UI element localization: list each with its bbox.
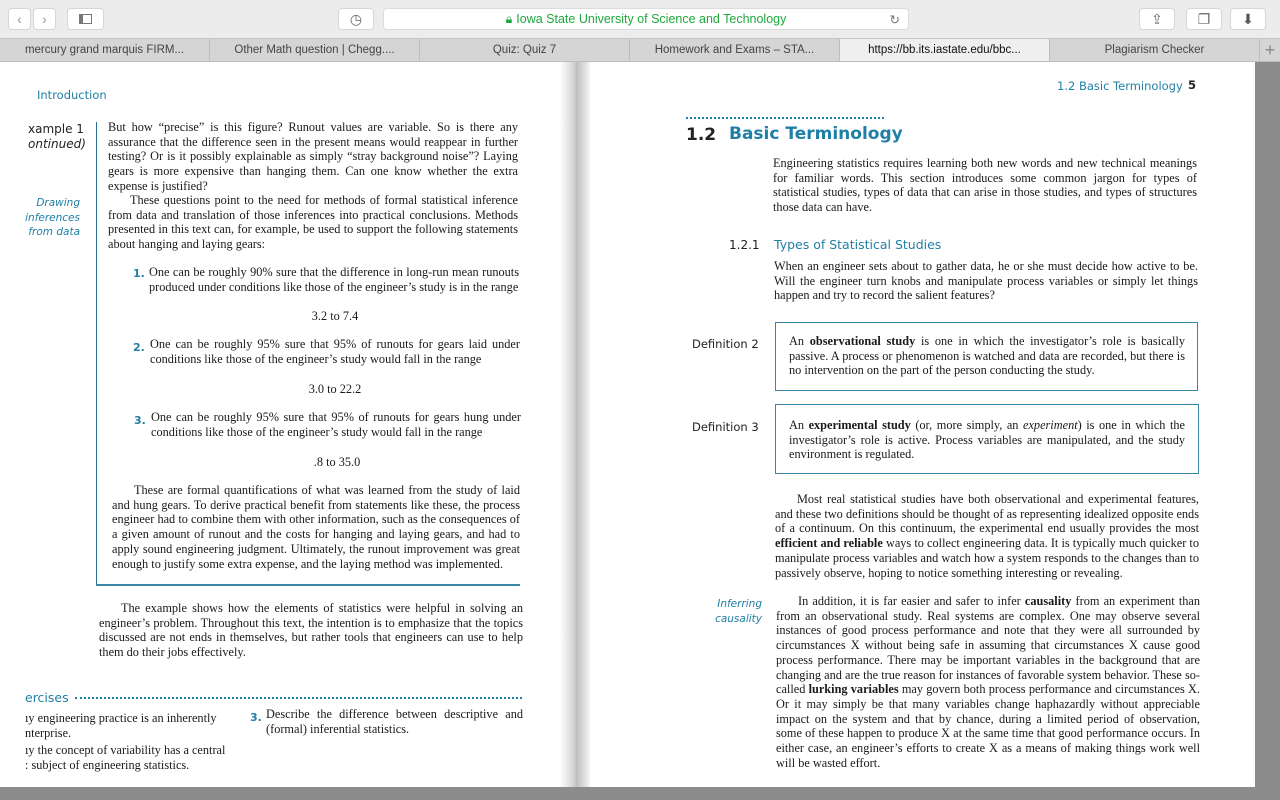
tab-active[interactable]: https://bb.its.iastate.edu/bbc... xyxy=(840,39,1050,61)
range: 3.2 to 7.4 xyxy=(311,309,359,323)
downloads-button[interactable] xyxy=(1230,8,1266,30)
range: 3.0 to 22.2 xyxy=(308,382,362,396)
lock-icon: 🔒︎ xyxy=(505,11,513,26)
sidebar-icon xyxy=(79,14,92,24)
tab[interactable]: Homework and Exams – STA... xyxy=(630,39,840,61)
dotted-rule xyxy=(686,117,884,119)
paragraph: Engineering statistics requires learning both new words and new technical meanings for familiar words. This section introduces some common jargon for types of statistical studies, types of data that can arise in those studies, and types of structures those data can have. xyxy=(773,156,1197,215)
section-title: Basic Terminology xyxy=(729,124,903,144)
download-icon: ⬇ xyxy=(1242,10,1254,27)
definition-text: An observational study is one in which the investigator’s role is basically passive. A process or phenomenon is watched and data are recorded, but there is no intervention on the part of the person conducting the study. xyxy=(789,334,1185,378)
tab[interactable]: Quiz: Quiz 7 xyxy=(420,39,630,61)
tabs-icon: ❐ xyxy=(1197,10,1211,27)
margin-note: Inferring causality xyxy=(715,598,762,625)
list-item: One can be roughly 90% sure that the difference in long-run mean runouts produced under conditions like those of the engineer’s study is in the range xyxy=(149,265,519,294)
dotted-rule xyxy=(75,697,522,699)
history-button[interactable] xyxy=(338,8,374,30)
definition-text: An experimental study (or, more simply, an experiment) is one in which the investigator’s role is active. Process variables are manipulated, and the study environment is regulated. xyxy=(789,418,1185,462)
clock-icon: ◷ xyxy=(349,10,363,27)
item-number: 2. xyxy=(133,341,145,354)
forward-button[interactable] xyxy=(33,8,56,30)
back-button[interactable] xyxy=(8,8,31,30)
new-tab-button[interactable]: + xyxy=(1264,39,1276,60)
chevron-right-icon: › xyxy=(42,11,47,27)
book-spine xyxy=(560,62,590,787)
chevron-left-icon: ‹ xyxy=(17,11,22,27)
tabs-overview-button[interactable] xyxy=(1186,8,1222,30)
subsection-title: Types of Statistical Studies xyxy=(774,237,942,252)
section-number: 1.2 xyxy=(686,125,717,145)
exercises-heading: ercises xyxy=(25,690,69,705)
exercise-line: nterprise. xyxy=(25,726,72,740)
tab[interactable]: mercury grand marquis FIRM... xyxy=(0,39,210,61)
definition-label: Definition 2 xyxy=(692,337,759,351)
paragraph: When an engineer sets about to gather data, he or she must decide how active to be. Will the engineer turn knobs and manipulate process variables or simply let things happen and try to record the salient features? xyxy=(774,259,1198,303)
subsection-number: 1.2.1 xyxy=(729,238,760,252)
share-icon: ⇪ xyxy=(1151,10,1163,27)
exercise-line: ıy engineering practice is an inherently xyxy=(25,711,217,725)
tab[interactable]: Other Math question | Chegg.... xyxy=(210,39,420,61)
paragraph: In addition, it is far easier and safer to infer causality from an experiment than from an observational study. Real systems are complex. One may observe several instances of good process performance and note that they were all surrounded by circumstances X without being safe in assuming that circumstances X cause good process performance. There may be important variables in the background that are changing and are the true reason for instances of favorable system behavior. These so-called lurking variables may govern both process performance and circumstances X. Or it may simply be that many variables change haphazardly without appreciable impact on the system and that by chance, during a limited period of observation, some of these happen to produce X at the same time that good performance occurs. In either case, an engineer’s efforts to create X as a means of making things work well will be wasted effort. xyxy=(776,594,1200,770)
example-continued: ontinued) xyxy=(28,137,86,151)
example-end-rule xyxy=(96,584,520,586)
definition-label: Definition 3 xyxy=(692,420,759,434)
running-head: 1.2 Basic Terminology xyxy=(1057,79,1183,93)
example-rule xyxy=(96,122,97,585)
range: .8 to 35.0 xyxy=(313,455,361,469)
item-number: 1. xyxy=(133,267,145,280)
tab[interactable]: Plagiarism Checker xyxy=(1050,39,1260,61)
paragraph: But how “precise” is this figure? Runout values are variable. So is there any assurance that the difference seen in the present means would reappear in further testing? Or is it possibly explainable as simply “stray background noise”? Laying gears is more expensive than hanging them. Can one know whether the extra expense is justified? xyxy=(108,120,518,193)
paragraph: These questions point to the need for methods of formal statistical inference from data and translation of those inferences into practical conclusions. Methods presented in this text can, for example, be used to support the following statements about hanging and laying gears: xyxy=(108,193,518,252)
address-bar[interactable]: 🔒︎ Iowa State University of Science and Technology ↻ xyxy=(383,8,909,30)
margin-note: Drawing inferences from data xyxy=(25,197,80,239)
exercise-line: ıy the concept of variability has a central xyxy=(25,743,226,757)
sidebar-button[interactable] xyxy=(67,8,104,30)
list-item: One can be roughly 95% sure that 95% of runouts for gears laid under conditions like those of the engineer’s study would fall in the range xyxy=(150,337,520,366)
exercise-3: Describe the difference between descriptive and (formal) inferential statistics. xyxy=(266,707,523,736)
example-label: xample 1 xyxy=(28,122,84,136)
page-number: 5 xyxy=(1188,78,1197,92)
exercise-number: 3. xyxy=(250,711,262,724)
tab-bar xyxy=(0,38,1280,62)
running-head: Introduction xyxy=(37,88,107,102)
paragraph: These are formal quantifications of what was learned from the study of laid and hung gears. To derive practical benefit from statements like these, the process engineer had to combine them with other information, such as the consequences of a given amount of runout and the costs for hanging and laying gears, and had to apply sound engineering judgment. Ultimately, the runout improvement was great enough to justify some extra expense, and the laying method was implemented. xyxy=(112,483,520,571)
reload-icon[interactable]: ↻ xyxy=(889,12,900,27)
item-number: 3. xyxy=(134,414,146,427)
list-item: One can be roughly 95% sure that 95% of runouts for gears hung under conditions like those of the engineer’s study would fall in the range xyxy=(151,410,521,439)
exercise-line: : subject of engineering statistics. xyxy=(25,758,190,772)
paragraph: Most real statistical studies have both observational and experimental features, and these two definitions should be thought of as representing idealized opposite ends of a continuum. On this continuum, the experimental end usually provides the most efficient and reliable ways to collect engineering data. It is typically much quicker to manipulate process variables and watch how a system responds to the changes than to passively observe, hoping to notice something interesting or revealing. xyxy=(775,492,1199,580)
browser-toolbar xyxy=(0,0,1280,38)
share-button[interactable] xyxy=(1139,8,1175,30)
paragraph: The example shows how the elements of statistics were helpful in solving an engineer’s problem. Throughout this text, the intention is to emphasize that the topics discussed are not ends in themselves, but rather tools that engineers can use to help them do their jobs effectively. xyxy=(99,601,523,660)
